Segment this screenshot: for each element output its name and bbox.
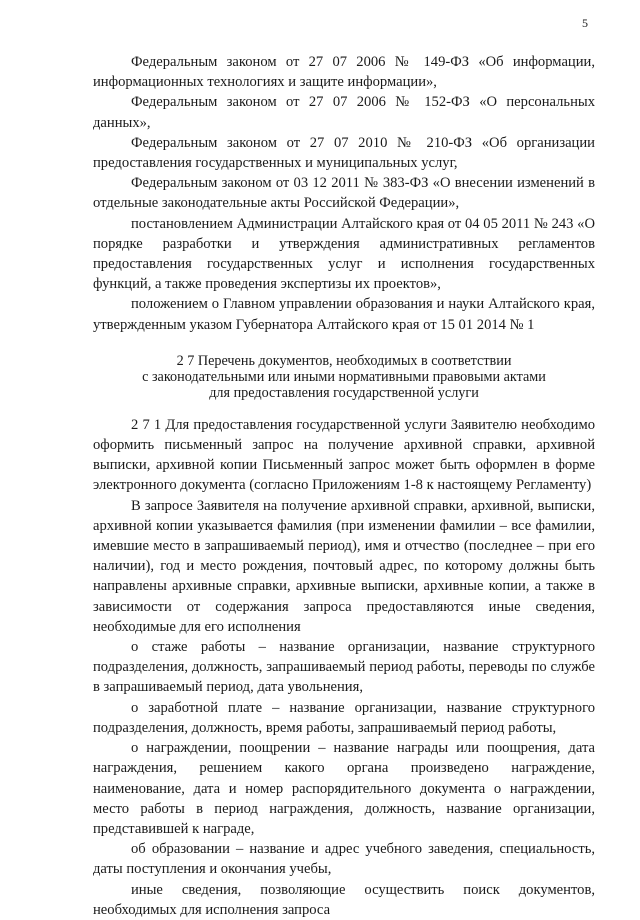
- paragraph-other-info: иные сведения, позволяющие осуществить поиск документов, необходимых для исполнения запроса: [93, 881, 595, 918]
- section-heading-line-1: 2 7 Перечень документов, необходимых в соответствии: [176, 352, 512, 369]
- paragraph-awards: о награждении, поощрении – название награды или поощрения, дата награждения, решением какого органа произведено награждение, наименование, дата и номер распорядительного документа о награждении, место работы в период награждения, должность, название организации, представившей к награде,: [93, 740, 595, 837]
- paragraph-resolution-243: постановлением Администрации Алтайского края от 04 05 2011 № 243 «О порядке разработки и утверждения административных регламентов предоставления государственных услуг и исполнения государственных функций, а также проведения экспертизы их проектов»,: [93, 215, 595, 293]
- section-heading-line-3: для предоставления государственной услуги: [209, 384, 479, 401]
- section-heading-line-2: с законодательными или иными нормативными правовыми актами: [142, 368, 546, 385]
- paragraph-regulation: положением о Главном управлении образования и науки Алтайского края, утвержденным указом Губернатора Алтайского края от 15 01 2014 № 1: [93, 296, 595, 333]
- paragraph-law-152: Федеральным законом от 27 07 2006 № 152-ФЗ «О персональных данных»,: [93, 94, 595, 131]
- paragraph-salary: о заработной плате – название организации, название структурного подразделения, должность, время работы, запрашиваемый период работы,: [93, 699, 595, 736]
- paragraph-request-contents: В запросе Заявителя на получение архивной справки, архивной, выписки, архивной копии указывается фамилия (при изменении фамилии – все фамилии, имевшие место в запрашиваемый период), имя и отчество (последнее – при его наличии), год и место рождения, почтовый адрес, по которому должны быть направлены архивные справки, архивные выписки, архивные копии, а также в зависимости от содержания запроса предоставляются иные сведения, необходимые для его исполнения: [93, 497, 595, 635]
- section-heading: [93, 353, 595, 401]
- paragraph-law-149: Федеральным законом от 27 07 2006 № 149-ФЗ «Об информации, информационных технологиях и защите информации»,: [93, 54, 595, 91]
- paragraph-law-210: Федеральным законом от 27 07 2010 № 210-ФЗ «Об организации предоставления государственных и муниципальных услуг,: [93, 134, 595, 172]
- paragraph-law-383: Федеральным законом от 03 12 2011 № 383-ФЗ «О внесении изменений в отдельные законодательные акты Российской Федерации»,: [93, 175, 595, 212]
- paragraph-2-7-1: 2 7 1 Для предоставления государственной услуги Заявителю необходимо оформить письменный запрос на получение архивной справки, архивной выписки, архивной копии Письменный запрос может быть оформлен в форме электронного документа (согласно Приложениям 1-8 к настоящему Регламенту): [93, 416, 595, 494]
- paragraph-education: об образовании – название и адрес учебного заведения, специальность, даты поступления и окончания учебы,: [93, 841, 595, 878]
- page-number: 5: [582, 16, 588, 30]
- document-body: [93, 52, 595, 920]
- paragraph-work-experience: о стаже работы – название организации, название структурного подразделения, должность, запрашиваемый период работы, переводы по службе в запрашиваемый период, дата увольнения,: [93, 639, 595, 696]
